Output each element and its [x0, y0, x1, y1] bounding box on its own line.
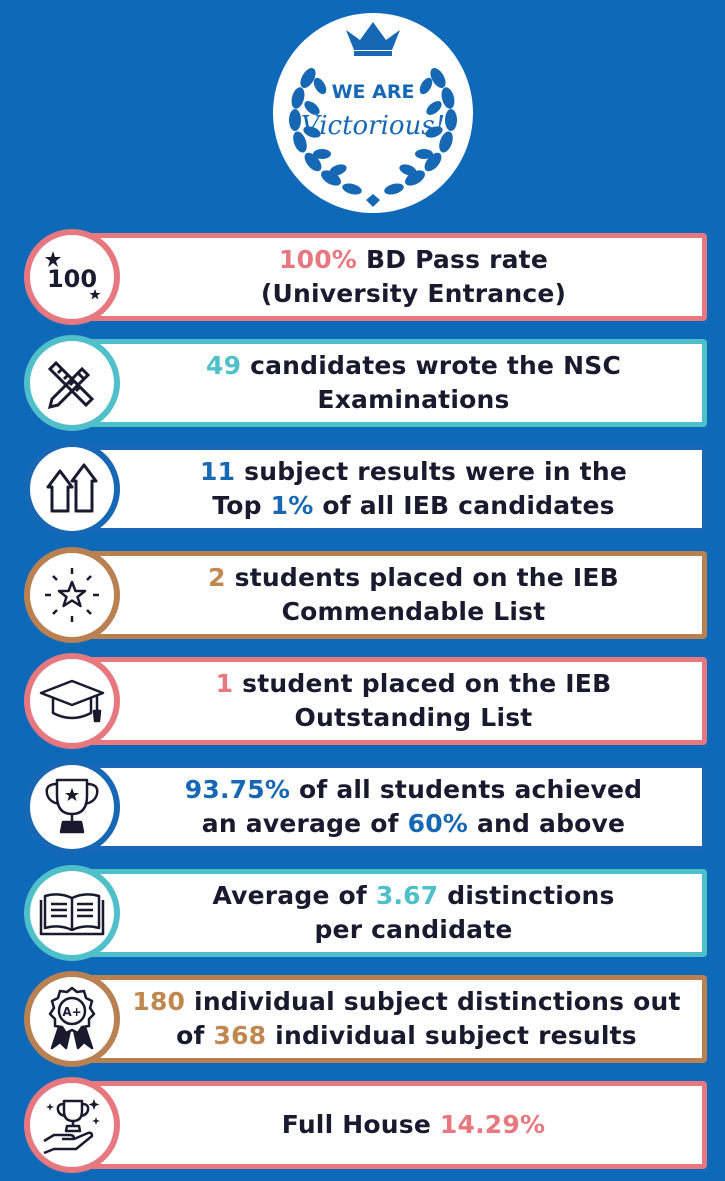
stat-line-1	[206, 349, 621, 383]
stat-line-2	[295, 701, 533, 735]
badge-title: WE ARE	[331, 81, 415, 103]
stat-line-1	[212, 879, 614, 913]
stat-text-box	[86, 869, 707, 957]
stat-line-2	[212, 489, 614, 523]
stat-text: of	[176, 1021, 214, 1050]
victorious-badge	[268, 8, 478, 218]
stat-text: students placed on the IEB	[225, 563, 619, 592]
stat-line-2	[317, 383, 509, 417]
stat-value: 3.67	[375, 881, 439, 910]
stat-text: (University Entrance)	[260, 279, 567, 308]
stat-text-box	[86, 1081, 707, 1169]
stat-line-1	[208, 561, 619, 595]
stat-text: Outstanding List	[294, 703, 533, 732]
stat-text: Average of	[212, 881, 376, 910]
stat-row-average	[24, 759, 707, 855]
stat-line-2	[314, 913, 512, 947]
stat-row-subject-distinctions	[24, 971, 707, 1067]
stat-text: individual subject results	[266, 1021, 637, 1050]
stat-value: 60%	[407, 809, 469, 838]
stat-value: 14.29%	[439, 1110, 546, 1139]
stat-line-1	[185, 773, 642, 807]
stat-line-2	[176, 1019, 637, 1053]
pencil-ruler-icon	[24, 335, 120, 431]
stat-text-box	[86, 233, 707, 321]
stat-text: an average of	[201, 809, 408, 838]
stat-text: of all IEB candidates	[313, 491, 615, 520]
stat-text: of all students achieved	[290, 775, 643, 804]
stat-text: student placed on the IEB	[233, 669, 612, 698]
stat-text: per candidate	[314, 915, 513, 944]
stat-text-box	[86, 657, 707, 745]
laurel-crown-logo	[268, 8, 478, 218]
stat-row-outstanding	[24, 653, 707, 749]
stat-value: 100%	[279, 245, 358, 274]
trophy-icon	[24, 759, 120, 855]
stat-text-box	[86, 445, 707, 533]
stat-text: Top	[212, 491, 271, 520]
stat-value: 180	[132, 987, 186, 1016]
stat-row-full-house	[24, 1077, 707, 1173]
stat-text: Commendable List	[281, 597, 546, 626]
stat-line-1	[200, 455, 627, 489]
stat-value: 11	[200, 457, 236, 486]
stat-line-2	[282, 595, 546, 629]
stat-line-1	[282, 1108, 545, 1142]
stat-row-commendable	[24, 547, 707, 643]
stat-text: BD Pass rate	[357, 245, 548, 274]
stat-row-top-results	[24, 441, 707, 537]
stat-text: and above	[468, 809, 626, 838]
stat-value: 1	[215, 669, 234, 698]
up-arrows-icon	[24, 441, 120, 537]
stat-text-box	[86, 551, 707, 639]
stat-text-box	[86, 763, 707, 851]
stat-text: distinctions	[438, 881, 615, 910]
stat-line-1	[279, 243, 548, 277]
stat-line-1	[132, 985, 680, 1019]
stat-text-box	[86, 975, 707, 1063]
stat-value: 2	[208, 563, 226, 592]
stat-text: candidates wrote the NSC	[241, 351, 621, 380]
trophy-hand-icon	[24, 1077, 120, 1173]
open-book-icon	[24, 865, 120, 961]
sparkle-star-icon	[24, 547, 120, 643]
svg-text:100: 100	[46, 265, 98, 293]
stat-line-2	[202, 807, 625, 841]
stat-text: Examinations	[317, 385, 510, 414]
stat-line-2	[261, 277, 566, 311]
stat-text: Full House	[281, 1110, 440, 1139]
stat-text: individual subject distinctions out	[185, 987, 681, 1016]
badge-subtitle: Victorious!	[300, 111, 446, 141]
a-plus-rosette-icon	[24, 971, 120, 1067]
stat-value: 93.75%	[184, 775, 291, 804]
stat-value: 1%	[270, 491, 314, 520]
stat-text-box	[86, 339, 707, 427]
hundred-stars-icon	[24, 229, 120, 325]
stat-value: 368	[213, 1021, 267, 1050]
stat-text: subject results were in the	[235, 457, 627, 486]
stat-row-distinctions-avg	[24, 865, 707, 961]
stat-value: 49	[205, 351, 242, 380]
graduation-cap-icon	[24, 653, 120, 749]
svg-text:A+: A+	[62, 1005, 82, 1019]
stat-line-1	[216, 667, 612, 701]
stat-row-candidates	[24, 335, 707, 431]
stat-row-pass-rate	[24, 229, 707, 325]
